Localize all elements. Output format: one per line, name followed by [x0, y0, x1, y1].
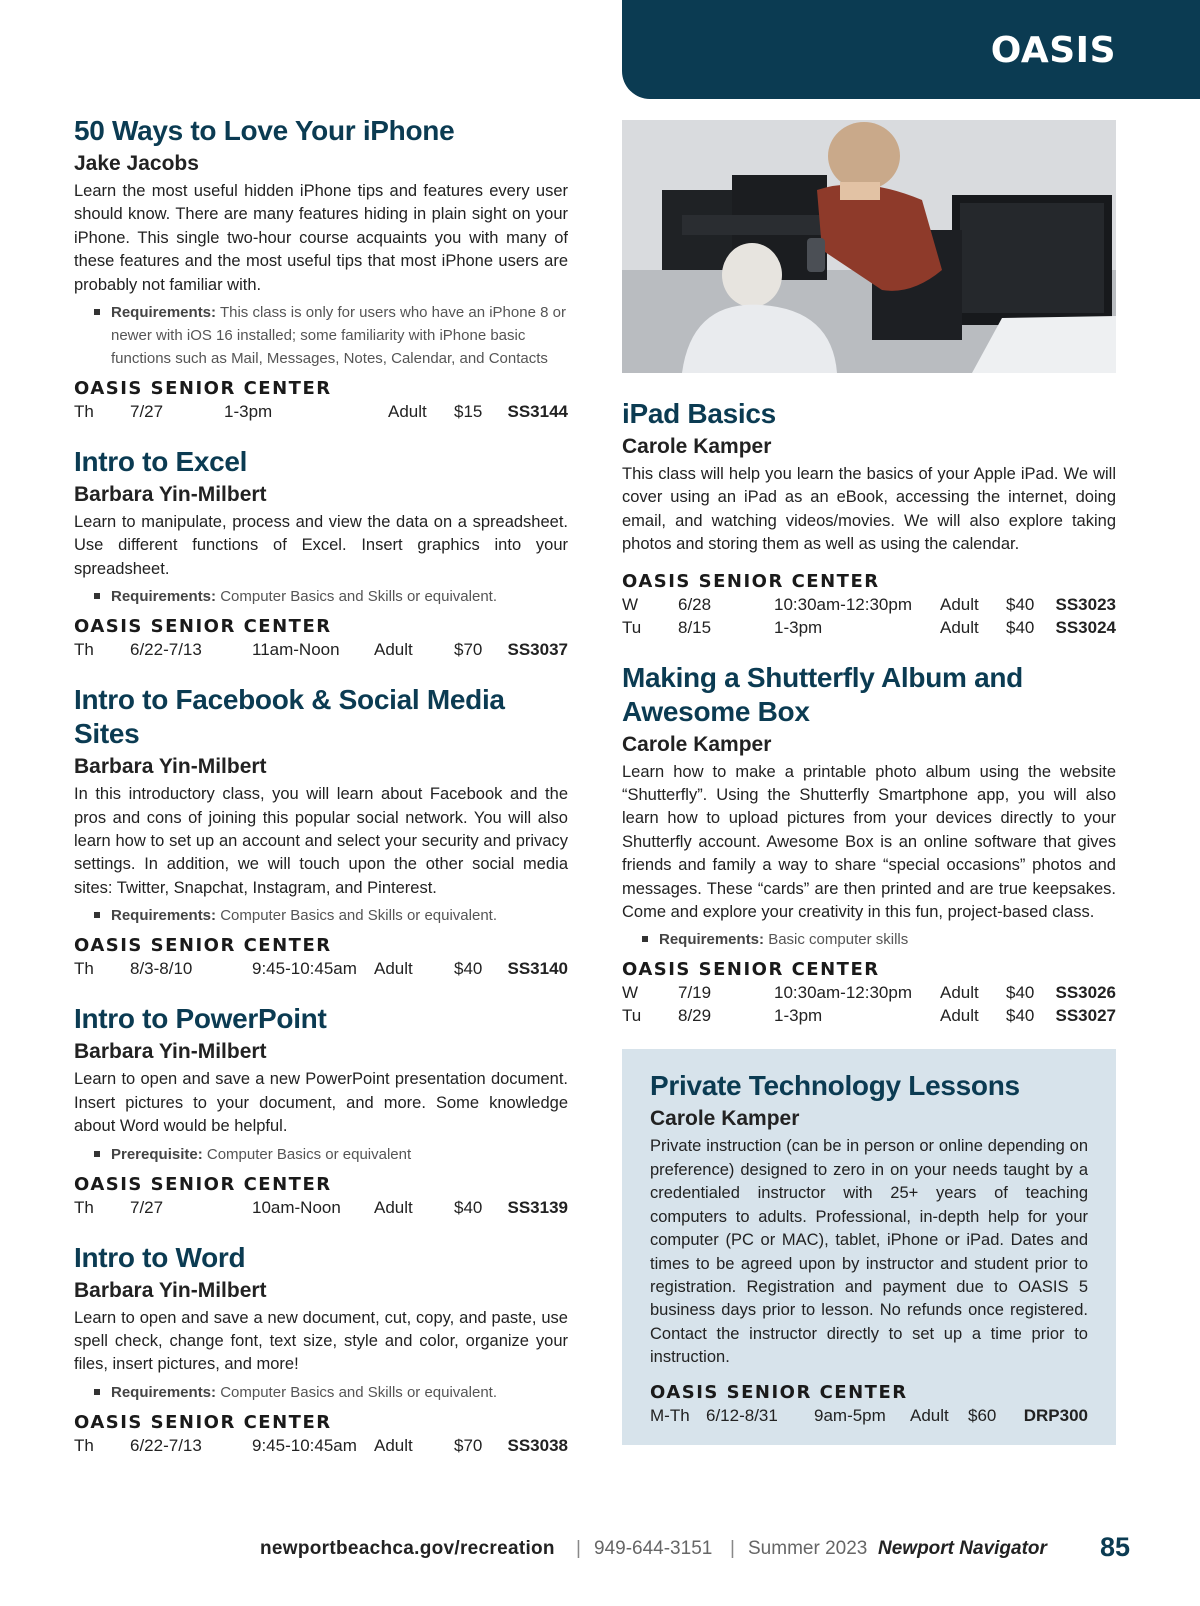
- course-facebook: [74, 683, 568, 980]
- requirements-label: Requirements:: [111, 588, 217, 606]
- footer-season: Summer 2023: [748, 1538, 868, 1559]
- schedule-time: 10:30am-12:30pm: [774, 983, 912, 1003]
- course-instructor: Carole Kamper: [622, 732, 772, 756]
- private-lessons-box: [622, 1049, 1116, 1444]
- course-word: [74, 1241, 568, 1457]
- course-instructor: Barbara Yin-Milbert: [74, 483, 267, 507]
- schedule-fee: $40: [1006, 617, 1035, 637]
- course-code: SS3144: [507, 402, 568, 422]
- schedule-age: Adult: [388, 402, 427, 422]
- course-location: OASIS SENIOR CENTER: [622, 570, 880, 592]
- schedule-age: Adult: [374, 640, 413, 660]
- schedule-age: Adult: [910, 1405, 949, 1425]
- course-prerequisite: [111, 1143, 568, 1166]
- schedule-day: Tu: [622, 1006, 642, 1026]
- schedule-dates: 7/27: [130, 402, 164, 422]
- schedule-row: [74, 957, 568, 980]
- course-title: Making a Shutterfly Album and Awesome Box: [622, 661, 1023, 727]
- schedule-dates: 6/22-7/13: [130, 1435, 202, 1455]
- course-title: Intro to Word: [74, 1241, 246, 1273]
- schedule-age: Adult: [940, 594, 979, 614]
- course-powerpoint: [74, 1002, 568, 1218]
- course-location: OASIS SENIOR CENTER: [622, 959, 880, 981]
- course-title: Intro to Excel: [74, 446, 248, 478]
- course-code: DRP300: [1023, 1405, 1088, 1425]
- section-title: OASIS: [990, 30, 1116, 71]
- schedule-day: Th: [74, 1197, 94, 1217]
- schedule-age: Adult: [374, 1435, 413, 1455]
- footer-separator: |: [576, 1538, 581, 1559]
- schedule-fee: $15: [454, 402, 483, 422]
- schedule-age: Adult: [374, 1197, 413, 1217]
- schedule-fee: $40: [454, 1197, 483, 1217]
- course-instructor: Barbara Yin-Milbert: [74, 755, 267, 779]
- schedule-time: 9:45-10:45am: [252, 1435, 357, 1455]
- course-code: SS3037: [507, 640, 568, 660]
- classroom-photo: [622, 120, 1116, 373]
- footer-separator: |: [730, 1538, 735, 1559]
- course-code: SS3038: [507, 1435, 568, 1455]
- schedule-day: W: [622, 594, 639, 614]
- course-description: Learn to open and save a new PowerPoint presentation document. Insert pictures to your document, and more. Some knowledge about Word would be helpful.: [74, 1070, 568, 1136]
- schedule-row: [74, 1434, 568, 1457]
- schedule-dates: 6/28: [678, 594, 712, 614]
- schedule-row: [650, 1404, 1088, 1427]
- course-location: OASIS SENIOR CENTER: [74, 935, 332, 957]
- schedule-time: 1-3pm: [774, 1006, 823, 1026]
- schedule-time: 1-3pm: [774, 617, 823, 637]
- schedule-time: 10:30am-12:30pm: [774, 594, 912, 614]
- requirements-text: Basic computer skills: [768, 931, 909, 949]
- schedule-day: M-Th: [650, 1405, 690, 1425]
- course-instructor: Barbara Yin-Milbert: [74, 1278, 267, 1302]
- private-lessons-location: OASIS SENIOR CENTER: [650, 1381, 908, 1403]
- schedule-time: 10am-Noon: [252, 1197, 341, 1217]
- schedule-row: [622, 616, 1116, 639]
- schedule-row: [74, 400, 568, 423]
- schedule-dates: 8/15: [678, 617, 712, 637]
- course-description: Learn the most useful hidden iPhone tips and features every user should know. There are many features hiding in plain sight on your iPhone. This single two-hour course acquaints you with many of these features and the most useful tips that most iPhone users are probably not familiar with.: [74, 182, 568, 294]
- schedule-day: Th: [74, 402, 94, 422]
- course-instructor: Carole Kamper: [622, 435, 772, 458]
- schedule-day: Th: [74, 640, 94, 660]
- schedule-time: 1-3pm: [224, 402, 273, 422]
- classroom-photo-illustration: [622, 120, 1116, 373]
- schedule-age: Adult: [374, 959, 413, 979]
- schedule-dates: 8/3-8/10: [130, 959, 193, 979]
- schedule-time: 9:45-10:45am: [252, 959, 357, 979]
- requirements-label: Requirements:: [111, 907, 217, 925]
- requirements-text: Computer Basics and Skills or equivalent.: [220, 588, 497, 606]
- section-banner: [622, 0, 1200, 99]
- schedule-time: 9am-5pm: [814, 1405, 886, 1425]
- schedule-dates: 6/12-8/31: [706, 1405, 778, 1425]
- left-column: [74, 114, 568, 1479]
- course-requirements: [659, 928, 1116, 951]
- course-requirements: [111, 1381, 568, 1404]
- course-code: SS3026: [1055, 983, 1116, 1003]
- course-location: OASIS SENIOR CENTER: [74, 616, 332, 638]
- schedule-age: Adult: [940, 983, 979, 1003]
- course-location: OASIS SENIOR CENTER: [74, 1411, 332, 1433]
- schedule-fee: $40: [1006, 594, 1035, 614]
- course-description: In this introductory class, you will learn about Facebook and the pros and cons of joining this popular social network. You will also learn how to set up an account and select your security and privacy settings. In addition, we will touch upon the other social media sites: Twitter, Snapchat, Instagram, and Pinterest.: [74, 785, 568, 897]
- course-description: Learn to manipulate, process and view the data on a spreadsheet. Use different functions of Excel. Insert graphics into your spreadsheet.: [74, 513, 568, 578]
- course-code: SS3027: [1055, 1006, 1116, 1026]
- schedule-day: Th: [74, 959, 94, 979]
- requirements-text: This class is only for users who have an iPhone 8 or newer with iOS 16 installed; some familiarity with iPhone basic functions such as Mail, Messages, Notes, Calendar, and Contacts: [111, 304, 566, 368]
- schedule-dates: 6/22-7/13: [130, 640, 202, 660]
- requirements-text: Computer Basics and Skills or equivalent.: [220, 907, 497, 925]
- course-description: Learn how to make a printable photo album using the website “Shutterfly”. Using the Shutterfly Smartphone app, you will also learn how to upload pictures from your devices directly to your Shutterfly account. Awesome Box is an online software that gives friends and family a way to share “special occasions” photos and messages. These “cards” are then printed and are true keepsakes. Come and explore your creativity in this fun, project-based class.: [622, 762, 1116, 922]
- page-number: 85: [1100, 1532, 1131, 1562]
- requirements-label: Requirements:: [659, 931, 765, 949]
- course-ipad-basics: [622, 397, 1116, 639]
- course-shutterfly: [622, 661, 1116, 1028]
- course-instructor: Barbara Yin-Milbert: [74, 1040, 267, 1064]
- schedule-row: [622, 1004, 1116, 1027]
- course-code: SS3024: [1055, 617, 1116, 637]
- course-location: OASIS SENIOR CENTER: [74, 378, 332, 400]
- course-code: SS3139: [507, 1197, 568, 1217]
- course-title: 50 Ways to Love Your iPhone: [74, 115, 455, 146]
- schedule-day: Th: [74, 1435, 94, 1455]
- footer-magazine: Newport Navigator: [878, 1538, 1047, 1559]
- private-lessons-title: Private Technology Lessons: [650, 1070, 1020, 1102]
- course-title: Intro to Facebook & Social Media Sites: [74, 684, 505, 750]
- page-footer: [260, 1532, 1140, 1568]
- prerequisite-text: Computer Basics or equivalent: [206, 1145, 412, 1163]
- schedule-fee: $70: [454, 1435, 483, 1455]
- course-requirements: [111, 585, 568, 608]
- private-lessons-instructor: Carole Kamper: [650, 1107, 800, 1131]
- prerequisite-label: Prerequisite:: [111, 1145, 203, 1163]
- course-location: OASIS SENIOR CENTER: [74, 1173, 332, 1195]
- schedule-dates: 7/27: [130, 1197, 164, 1217]
- footer-url[interactable]: newportbeachca.gov/recreation: [260, 1538, 555, 1559]
- private-lessons-description: Private instruction (can be in person or online depending on preference) designed to zero in on your needs taught by a credentialed instructor with 25+ years of teaching computers to adults. Professional, in-depth help for your computer (PC or MAC), tablet, iPhone or iPad. Dates and times to be agreed upon by instructor and student prior to registration. Registration and payment due to OASIS 5 business days prior to lesson. No refunds once registered. Contact the instructor directly to set up a time prior to instruction.: [650, 1137, 1088, 1367]
- course-instructor: Jake Jacobs: [74, 152, 199, 175]
- schedule-fee: $40: [454, 959, 483, 979]
- schedule-age: Adult: [940, 1006, 979, 1026]
- course-requirements: [111, 904, 568, 927]
- schedule-row: [74, 638, 568, 661]
- course-description: This class will help you learn the basics of your Apple iPad. We will cover using an iPad as an eBook, accessing the internet, doing email, and watching videos/movies. We will also explore taking photos and storing them as well as using the calendar.: [622, 465, 1116, 554]
- schedule-day: Tu: [622, 617, 642, 637]
- requirements-text: Computer Basics and Skills or equivalent.: [220, 1383, 497, 1401]
- schedule-dates: 7/19: [678, 983, 712, 1003]
- schedule-fee: $60: [968, 1405, 997, 1425]
- course-title: iPad Basics: [622, 398, 776, 429]
- right-column: [622, 120, 1116, 1445]
- schedule-row: [622, 593, 1116, 616]
- requirements-label: Requirements:: [111, 304, 217, 322]
- schedule-fee: $40: [1006, 983, 1035, 1003]
- course-code: SS3023: [1055, 594, 1116, 614]
- schedule-dates: 8/29: [678, 1006, 712, 1026]
- course-iphone: [74, 114, 568, 423]
- schedule-age: Adult: [940, 617, 979, 637]
- course-code: SS3140: [507, 959, 568, 979]
- schedule-day: W: [622, 983, 639, 1003]
- footer-phone: 949-644-3151: [594, 1538, 713, 1559]
- course-title: Intro to PowerPoint: [74, 1003, 327, 1035]
- schedule-fee: $40: [1006, 1006, 1035, 1026]
- schedule-row: [622, 981, 1116, 1004]
- course-requirements: [111, 301, 568, 370]
- schedule-fee: $70: [454, 640, 483, 660]
- course-excel: [74, 445, 568, 661]
- course-description: Learn to open and save a new document, cut, copy, and paste, use spell check, change font, text size, style and color, organize your files, insert pictures, and more!: [74, 1308, 568, 1374]
- requirements-label: Requirements:: [111, 1383, 217, 1401]
- schedule-row: [74, 1196, 568, 1219]
- schedule-time: 11am-Noon: [252, 640, 340, 660]
